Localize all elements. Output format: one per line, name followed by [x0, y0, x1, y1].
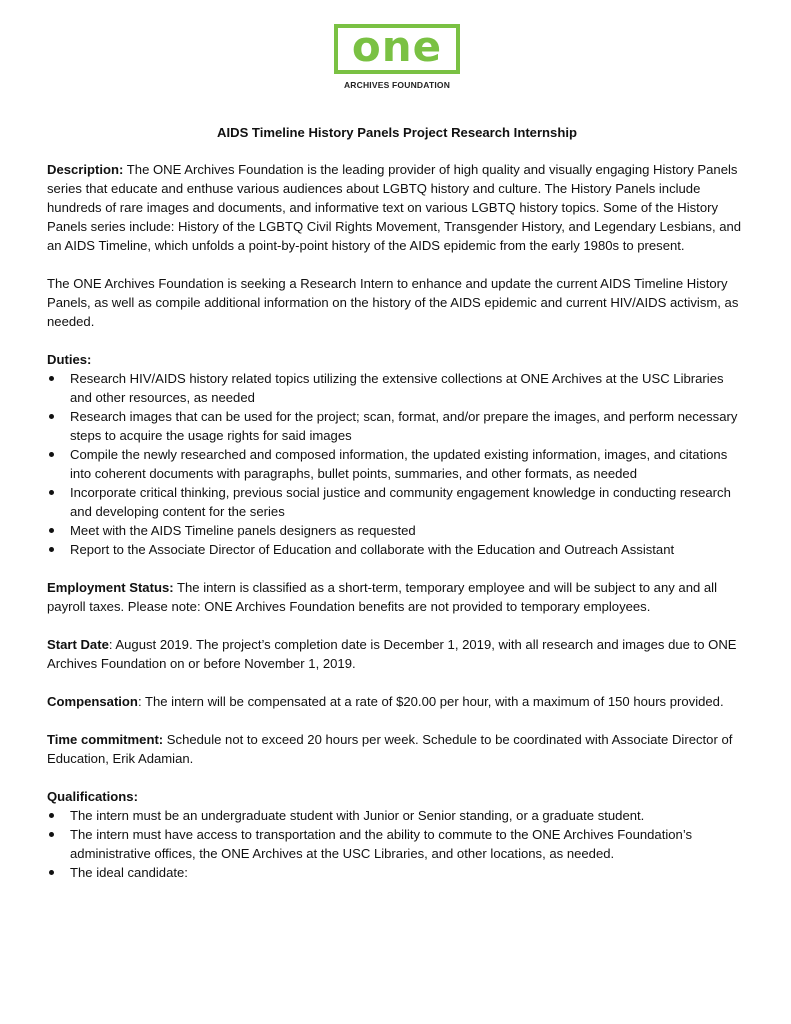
qualifications-list — [47, 806, 747, 882]
bullet-icon — [49, 376, 54, 381]
qualifications-heading: Qualifications: — [47, 789, 138, 804]
document-title: AIDS Timeline History Panels Project Research Internship — [217, 125, 577, 140]
list-item: Report to the Associate Director of Education and collaborate with the Education and Outreach Assistant — [47, 540, 747, 559]
list-item: The ideal candidate: — [47, 863, 747, 882]
employment-label: Employment Status: — [47, 580, 174, 595]
description-paragraph — [47, 160, 747, 255]
employment-paragraph — [47, 578, 747, 616]
compensation-label: Compensation — [47, 694, 138, 709]
time-commitment-text: Schedule not to exceed 20 hours per week. Schedule to be coordinated with Associate Director of Education, Erik Adamian. — [47, 732, 733, 766]
time-commitment-label: Time commitment: — [47, 732, 164, 747]
compensation-paragraph — [47, 692, 747, 711]
list-item: Compile the newly researched and composed information, the updated existing information, images, and citations into coherent documents with paragraphs, bullet points, summaries, and other formats, as needed — [47, 445, 747, 483]
start-date-text: : August 2019. The project’s completion date is December 1, 2019, with all research and images due to ONE Archives Foundation on or before November 1, 2019. — [47, 637, 737, 671]
list-item: Research images that can be used for the project; scan, format, and/or prepare the images, and perform necessary steps to acquire the usage rights for said images — [47, 407, 747, 445]
duties-list — [47, 369, 747, 559]
bullet-icon — [49, 870, 54, 875]
bullet-icon — [49, 452, 54, 457]
description-label: Description: — [47, 162, 124, 177]
duties-heading: Duties: — [47, 352, 92, 367]
list-item: The intern must have access to transportation and the ability to commute to the ONE Archives Foundation’s administrative offices, the ONE Archives at the USC Libraries, and other locations, as needed. — [47, 825, 747, 863]
compensation-text: : The intern will be compensated at a rate of $20.00 per hour, with a maximum of 150 hours provided. — [137, 694, 724, 709]
bullet-icon — [49, 813, 54, 818]
seeking-paragraph: The ONE Archives Foundation is seeking a Research Intern to enhance and update the current AIDS Timeline History Panels, as well as compile additional information on the history of the AIDS epidemic and current HIV/AIDS activism, as needed. — [47, 276, 739, 329]
bullet-icon — [49, 490, 54, 495]
bullet-icon — [49, 414, 54, 419]
logo-wordmark: one — [351, 22, 443, 71]
list-item: Research HIV/AIDS history related topics utilizing the extensive collections at ONE Archives at the USC Libraries and other resources, as needed — [47, 369, 747, 407]
list-item: The intern must be an undergraduate student with Junior or Senior standing, or a graduate student. — [47, 806, 747, 825]
bullet-icon — [49, 528, 54, 533]
employment-text: The intern is classified as a short-term, temporary employee and will be subject to any and all payroll taxes. Please note: ONE Archives Foundation benefits are not provided to temporary employees. — [47, 580, 718, 614]
logo-subtitle: ARCHIVES FOUNDATION — [343, 80, 451, 90]
logo-frame — [334, 24, 460, 74]
bullet-icon — [49, 832, 54, 837]
start-date-label: Start Date — [47, 637, 109, 652]
document-body — [47, 123, 747, 882]
start-date-paragraph — [47, 635, 747, 673]
list-item: Incorporate critical thinking, previous social justice and community engagement knowledge in conducting research and developing content for the series — [47, 483, 747, 521]
description-text: The ONE Archives Foundation is the leading provider of high quality and visually engaging History Panels series that educate and enthuse various audiences about LGBTQ history and culture. The History Panels include hundreds of rare images and documents, and informative text on various LGBTQ history topics. Some of the History Panels series include: History of the LGBTQ Civil Rights Movement, Transgender History, and Legendary Lesbians, and an AIDS Timeline, which unfolds a point-by-point history of the AIDS epidemic from the early 1980s to present. — [47, 162, 742, 253]
list-item: Meet with the AIDS Timeline panels designers as requested — [47, 521, 747, 540]
bullet-icon — [49, 547, 54, 552]
one-archives-logo — [330, 24, 464, 90]
time-commitment-paragraph — [47, 730, 747, 768]
